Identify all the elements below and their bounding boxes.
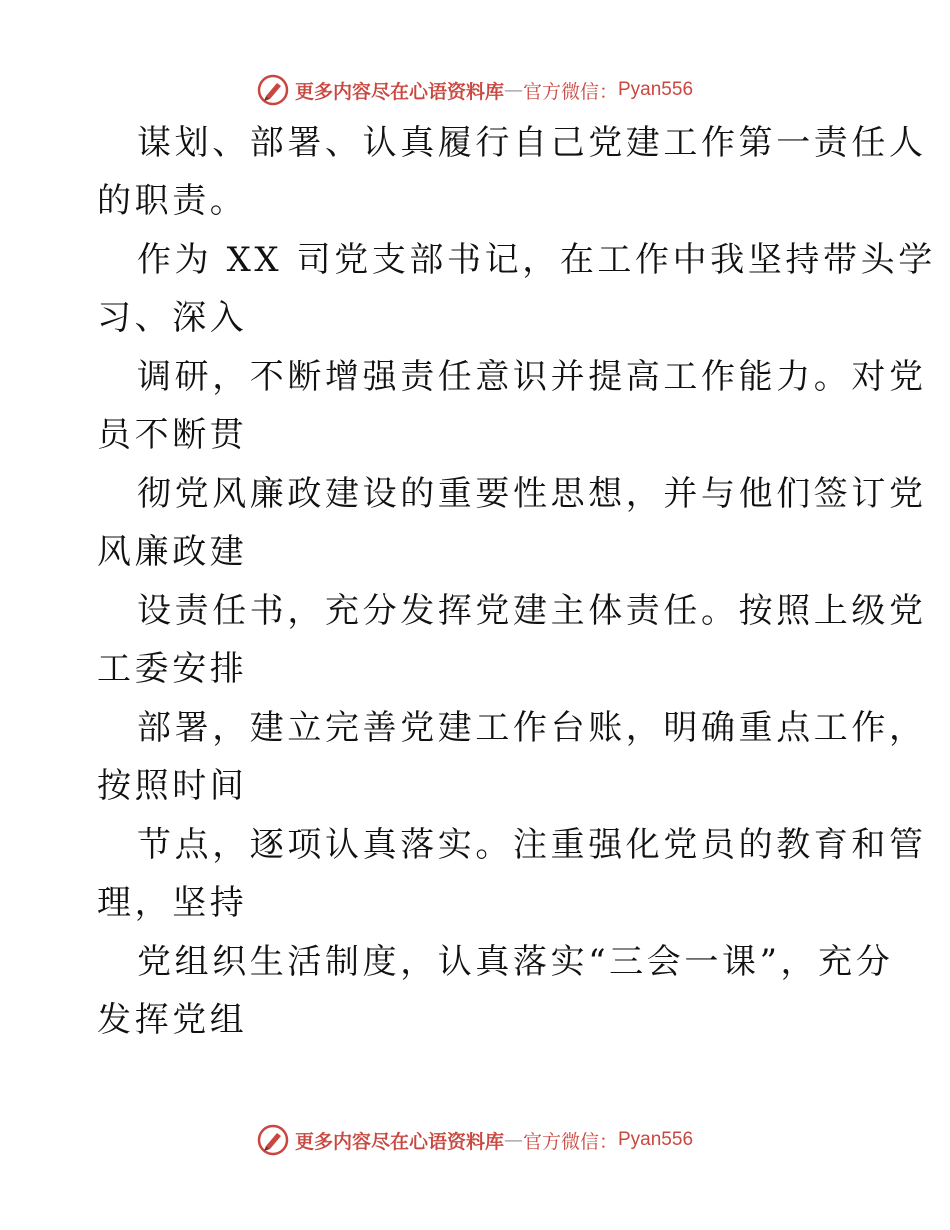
body-line: 部署，建立完善党建工作台账，明确重点工作， [137, 708, 927, 748]
body-line: 调研，不断增强责任意识并提高工作能力。对党 [137, 357, 927, 397]
header-watermark [0, 70, 950, 110]
body-line: 发挥党组 [97, 1000, 248, 1040]
footer-watermark [0, 1120, 950, 1160]
body-line: 工委安排 [97, 649, 248, 689]
body-line: 习、深入 [97, 298, 248, 338]
body-line: 的职责。 [97, 181, 248, 221]
body-line: 党组织生活制度，认真落实“三会一课”，充分 [137, 942, 894, 982]
watermark-text: 更多内容尽在心语资料库 [294, 80, 504, 103]
body-line: 作为 XX 司党支部书记，在工作中我坚持带头学 [137, 240, 936, 280]
watermark-wechat-id: Pyan556 [618, 1129, 694, 1150]
watermark-wechat-label: 官方微信： [522, 1130, 618, 1153]
body-line: 员不断贯 [97, 415, 248, 455]
body-line: 设责任书，充分发挥党建主体责任。按照上级党 [137, 591, 927, 631]
watermark-separator: — [503, 79, 523, 101]
pen-logo-icon [257, 74, 289, 106]
body-line: 理，坚持 [97, 883, 248, 923]
body-line: 按照时间 [97, 766, 248, 806]
watermark-text: 更多内容尽在心语资料库 [294, 1130, 504, 1153]
body-line: 谋划、部署、认真履行自己党建工作第一责任人 [137, 123, 927, 163]
body-line: 风廉政建 [97, 532, 248, 572]
body-line: 彻党风廉政建设的重要性思想，并与他们签订党 [137, 474, 927, 514]
watermark-wechat-id: Pyan556 [618, 79, 694, 100]
watermark-separator: — [503, 1129, 523, 1151]
pen-logo-icon [257, 1124, 289, 1156]
watermark-wechat-label: 官方微信： [522, 80, 618, 103]
body-line: 节点，逐项认真落实。注重强化党员的教育和管 [137, 825, 927, 865]
